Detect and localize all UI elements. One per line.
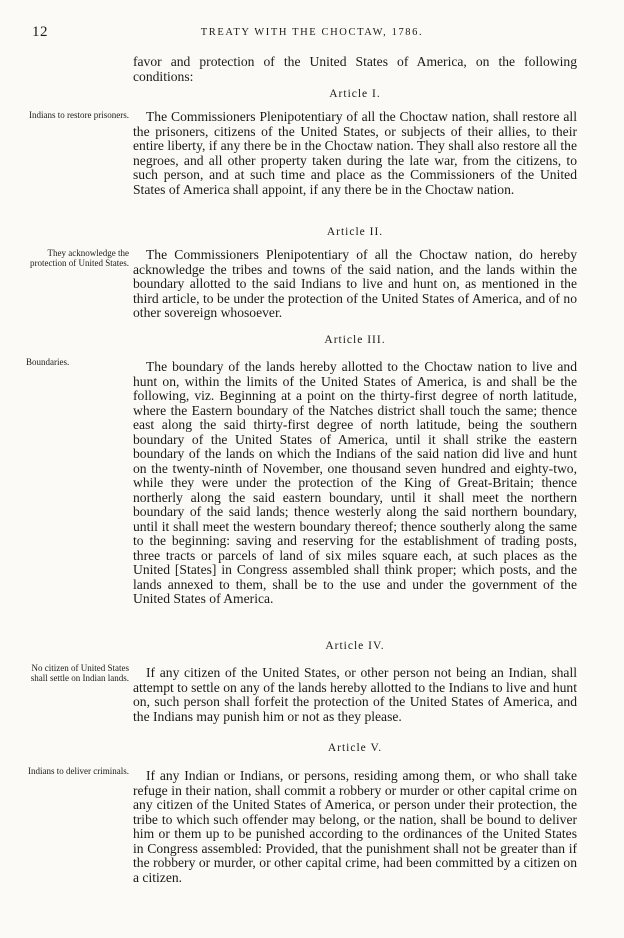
intro-paragraph: favor and protection of the United States of America, on the following conditions:	[133, 54, 577, 84]
article-5-text: If any Indian or Indians, or persons, residing among them, or who shall take refuge in their nation, shall commit a robbery or murder or other capital crime on any citizen of the United States of America, or person under their protection, the tribe to which such offender may belong, or the nation, shall be bound to deliver him or them up to be punished according to the ordinances of the United States in Congress assembled: Provided, that the punishment shall not be greater than if the robbery or murder, or other capital crime, had been committed by a citizen on a citizen.	[133, 768, 577, 885]
page-number: 12	[32, 24, 48, 40]
article-1-text: The Commissioners Plenipotentiary of all the Choctaw nation, shall restore all the prisoners, citizens of the United States, or subjects of their allies, to their entire liberty, if any there be in the Choctaw nation. They shall also restore all the negroes, and all other property taken during the late war, from the citizens, to such person, and at such time and place as the Commissioners of the United States of America shall appoint, if any there be in the Choctaw nation.	[133, 109, 577, 197]
article-3-heading: Article III.	[324, 334, 386, 346]
article-3-text: The boundary of the lands hereby allotted to the Choctaw nation to live and hunt on, within the limits of the United States of America, is and shall be the following, viz. Beginning at a point on the thirty-first degree of north latitude, where the Eastern boundary of the Natches district shall touch the same; thence east along the said thirty-first degree of north latitude, being the southern boundary of the United States of America, until it shall strike the eastern boundary of the lands on which the Indians of the said nation did live and hunt on the twenty-ninth of November, one thousand seven hundred and eighty-two, while they were under the protection of the King of Great-Britain; thence northerly along the said eastern boundary, until it shall meet the northern boundary of the said lands; thence westerly along the said northern boundary, until it shall meet the western boundary thereof; thence southerly along the same to the beginning: saving and reserving for the establishment of trading posts, three tracts or parcels of land of six miles square each, at such places as the United [States] in Congress assembled shall think proper; which posts, and the lands annexed to them, shall be to the use and under the government of the United States of America.	[133, 359, 577, 606]
article-2-text: The Commissioners Plenipotentiary of all the Choctaw nation, do hereby acknowledge the tribes and towns of the said nation, and the lands within the boundary allotted to the said Indians to live and hunt on, as mentioned in the third article, to be under the protection of the United States of America, and of no other sovereign whosoever.	[133, 247, 577, 320]
running-title: TREATY WITH THE CHOCTAW, 1786.	[200, 27, 424, 38]
article-2-heading: Article II.	[326, 226, 384, 238]
article-1-heading: Article I.	[329, 88, 381, 100]
article-5-heading: Article V.	[327, 742, 383, 754]
article-4-heading: Article IV.	[325, 640, 385, 652]
article-5-margin-note: Indians to deliver criminals.	[28, 766, 129, 776]
article-3-margin-note: Boundaries.	[26, 357, 70, 367]
article-4-margin-note: No citizen of United States shall settle on Indian lands.	[30, 663, 129, 683]
article-1-margin-note: Indians to restore prisoners.	[29, 110, 129, 120]
article-4-text: If any citizen of the United States, or other person not being an Indian, shall attempt to settle on any of the lands hereby allotted to the Indians to live and hunt on, such person shall forfeit the protection of the United States of America, and the Indians may punish him or not as they please.	[133, 665, 577, 724]
article-2-margin-note: They acknowledge the protection of United States.	[30, 248, 129, 268]
